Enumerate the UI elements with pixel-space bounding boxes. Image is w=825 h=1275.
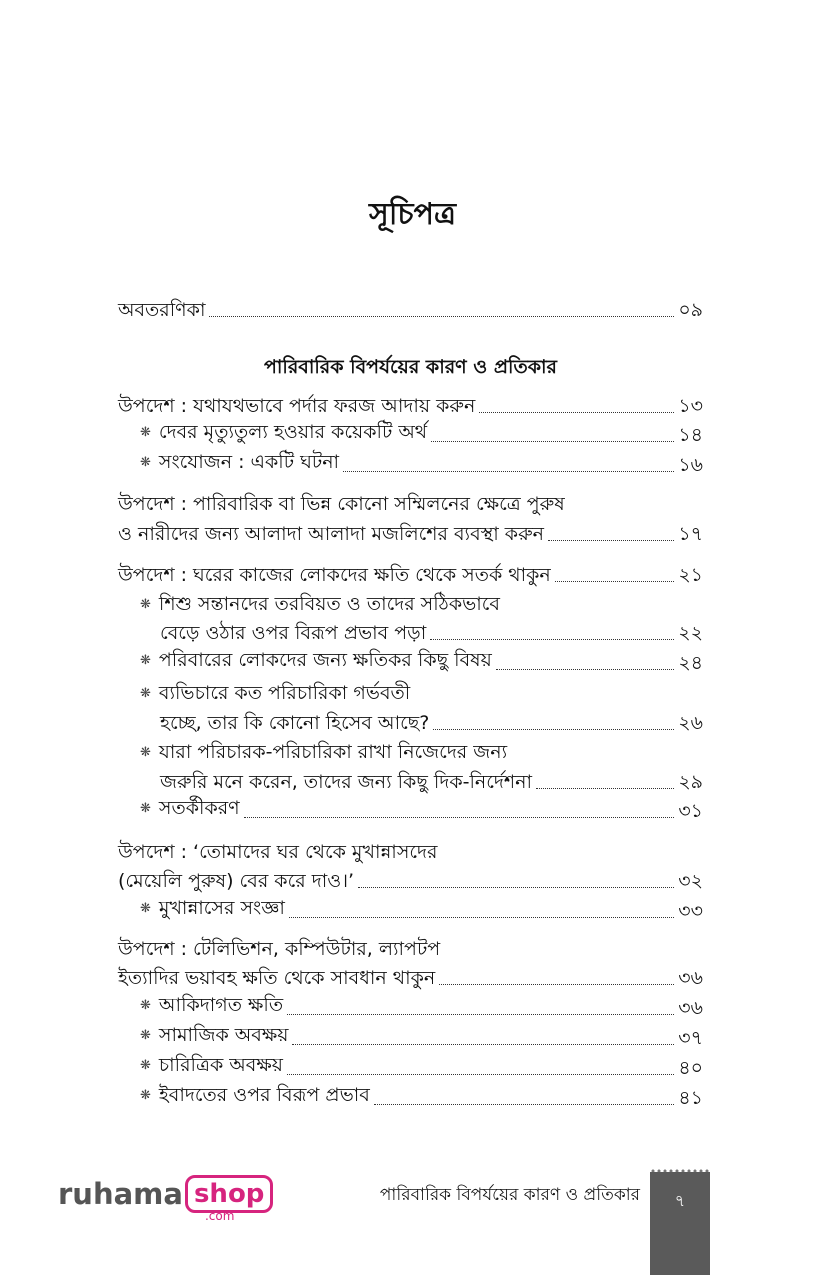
toc-page-number: ০৯: [678, 299, 703, 321]
toc-page-number: ৩৬: [678, 967, 703, 989]
toc-page-number: ১৭: [678, 523, 703, 545]
dot-leader: [343, 471, 674, 472]
toc-entry-text: ইবাদতের ওপর বিরূপ প্রভাব: [158, 1084, 370, 1106]
toc-entry: [118, 392, 703, 420]
dot-leader: [431, 441, 674, 442]
page-title: সূচিপত্র: [369, 197, 456, 232]
dot-leader: [479, 412, 674, 413]
toc-subentry-line1: ❋ যারা পরিচারক-পরিচারিকা রাখা নিজেদের জন্য: [140, 741, 508, 763]
toc-subentry: [160, 709, 703, 737]
toc-page-number: ২১: [678, 564, 703, 586]
toc-page-number: ৪১: [678, 1087, 703, 1109]
toc-entry-text: দেবর মৃত্যুতুল্য হওয়ার কয়েকটি অর্থ: [158, 421, 428, 443]
toc-page-number: ৩৩: [678, 900, 703, 922]
toc-subentry-line1: ❋ শিশু সন্তানদের তরবিয়ত ও তাদের সঠিকভাবে: [140, 593, 500, 615]
toc-entry-text: পরিবারের লোকদের জন্য ক্ষতিকর কিছু বিষয়: [158, 649, 492, 671]
toc-entry-line1: উপদেশ : ‘তোমাদের ঘর থেকে মুখান্নাসদের: [118, 841, 438, 863]
toc-page-number: ২৬: [678, 712, 703, 734]
dot-leader: [374, 1104, 675, 1105]
toc-entry-text: আকিদাগত ক্ষতি: [158, 994, 284, 1016]
flower-bullet-icon: ❋: [140, 686, 151, 701]
dot-leader: [548, 540, 674, 541]
flower-bullet-icon: ❋: [140, 653, 151, 668]
toc-entry: [118, 520, 703, 548]
section-heading: পারিবারিক বিপর্যয়ের কারণ ও প্রতিকার: [263, 356, 557, 378]
toc-entry: [118, 867, 703, 895]
dot-leader: [289, 917, 674, 918]
toc-entry-text: (মেয়েলি পুরুষ) বের করে দাও।’: [118, 870, 355, 892]
toc-entry-intro: [118, 296, 703, 324]
toc-subentry: [140, 649, 703, 677]
dot-leader: [358, 887, 674, 888]
toc-subentry: [140, 451, 703, 479]
toc-entry-text: বেড়ে ওঠার ওপর বিরূপ প্রভাব পড়া: [160, 622, 427, 644]
running-footer-title: পারিবারিক বিপর্যয়ের কারণ ও প্রতিকার: [379, 1185, 640, 1205]
toc-entry-text: চারিত্রিক অবক্ষয়: [158, 1054, 283, 1076]
toc-page-number: ৩২: [678, 870, 703, 892]
logo-shop-text: shop: [185, 1175, 273, 1213]
flower-bullet-icon: ❋: [140, 998, 151, 1013]
toc-subentry: [140, 421, 703, 449]
toc-subentry-line1: ❋ ব্যভিচারে কত পরিচারিকা গর্ভবতী: [140, 682, 411, 704]
flower-bullet-icon: ❋: [140, 801, 151, 816]
toc-entry-text: হচ্ছে, তার কি কোনো হিসেব আছে?: [160, 712, 430, 734]
toc-page-number: ১৩: [678, 395, 703, 417]
toc-subentry: [140, 897, 703, 925]
toc-entry-text: সংযোজন : একটি ঘটনা: [158, 451, 340, 473]
page-number: ৭: [674, 1191, 686, 1210]
dot-leader: [292, 1044, 674, 1045]
toc-entry-text: সামাজিক অবক্ষয়: [158, 1024, 289, 1046]
logo-com-text: .com: [204, 1209, 235, 1223]
logo-ruhama-text: ruhama: [58, 1177, 183, 1211]
toc-entry-line1: উপদেশ : টেলিভিশন, কম্পিউটার, ল্যাপটপ: [118, 938, 441, 960]
flower-bullet-icon: ❋: [140, 455, 151, 470]
logo-shop-badge: [185, 1175, 273, 1223]
toc-subentry: [160, 619, 703, 647]
toc-entry-text: ও নারীদের জন্য আলাদা আলাদা মজলিশের ব্যবস্থা করুন: [118, 523, 544, 545]
flower-bullet-icon: ❋: [140, 1088, 151, 1103]
toc-subentry: [140, 1084, 703, 1112]
toc-subentry: [140, 1054, 703, 1082]
flower-bullet-icon: ❋: [140, 1058, 151, 1073]
ruhamashop-logo: [58, 1175, 273, 1223]
dot-leader: [555, 581, 675, 582]
flower-bullet-icon: ❋: [140, 425, 151, 440]
dot-leader: [209, 316, 674, 317]
toc-entry: [118, 964, 703, 992]
dot-leader: [433, 729, 674, 730]
flower-bullet-icon: ❋: [140, 901, 151, 916]
toc-subentry: [140, 994, 703, 1022]
toc-subentry: [140, 1024, 703, 1052]
dot-leader: [536, 788, 674, 789]
dot-leader: [244, 817, 675, 818]
dot-leader: [496, 669, 674, 670]
toc-entry-text: জরুরি মনে করেন, তাদের জন্য কিছু দিক-নির্দেশনা: [160, 771, 532, 793]
toc-entry-text: মুখান্নাসের সংজ্ঞা: [158, 897, 285, 919]
dot-leader: [287, 1074, 674, 1075]
toc-page-number: ১৬: [678, 454, 703, 476]
toc-page-number: ৩৭: [678, 1027, 703, 1049]
toc-page-number: ৩৬: [678, 997, 703, 1019]
toc-entry-text: উপদেশ : যথাযথভাবে পর্দার ফরজ আদায় করুন: [118, 395, 476, 417]
toc-subentry: [140, 797, 703, 825]
toc-entry-line1: উপদেশ : পারিবারিক বা ভিন্ন কোনো সম্মিলনের ক্ষেত্রে পুরুষ: [118, 493, 565, 515]
flower-bullet-icon: ❋: [140, 597, 151, 612]
toc-page-number: ২২: [678, 622, 703, 644]
dot-leader: [430, 639, 674, 640]
toc-entry: [118, 561, 703, 589]
toc-page-number: ২৯: [678, 771, 703, 793]
toc-subentry: [160, 768, 703, 796]
toc-entry-text: অবতরণিকা: [118, 299, 206, 321]
toc-page-number: ২৪: [678, 652, 703, 674]
toc-entry-text: সতর্কীকরণ: [158, 797, 240, 819]
toc-page-number: ৩১: [678, 800, 703, 822]
toc-page-number: ১৪: [678, 424, 703, 446]
dot-leader: [439, 984, 674, 985]
flower-bullet-icon: ❋: [140, 1028, 151, 1043]
flower-bullet-icon: ❋: [140, 745, 151, 760]
toc-entry-text: ইত্যাদির ভয়াবহ ক্ষতি থেকে সাবধান থাকুন: [118, 967, 436, 989]
dot-leader: [287, 1014, 674, 1015]
toc-page-number: ৪০: [678, 1057, 703, 1079]
toc-entry-text: উপদেশ : ঘরের কাজের লোকদের ক্ষতি থেকে সতর্ক থাকুন: [118, 564, 551, 586]
